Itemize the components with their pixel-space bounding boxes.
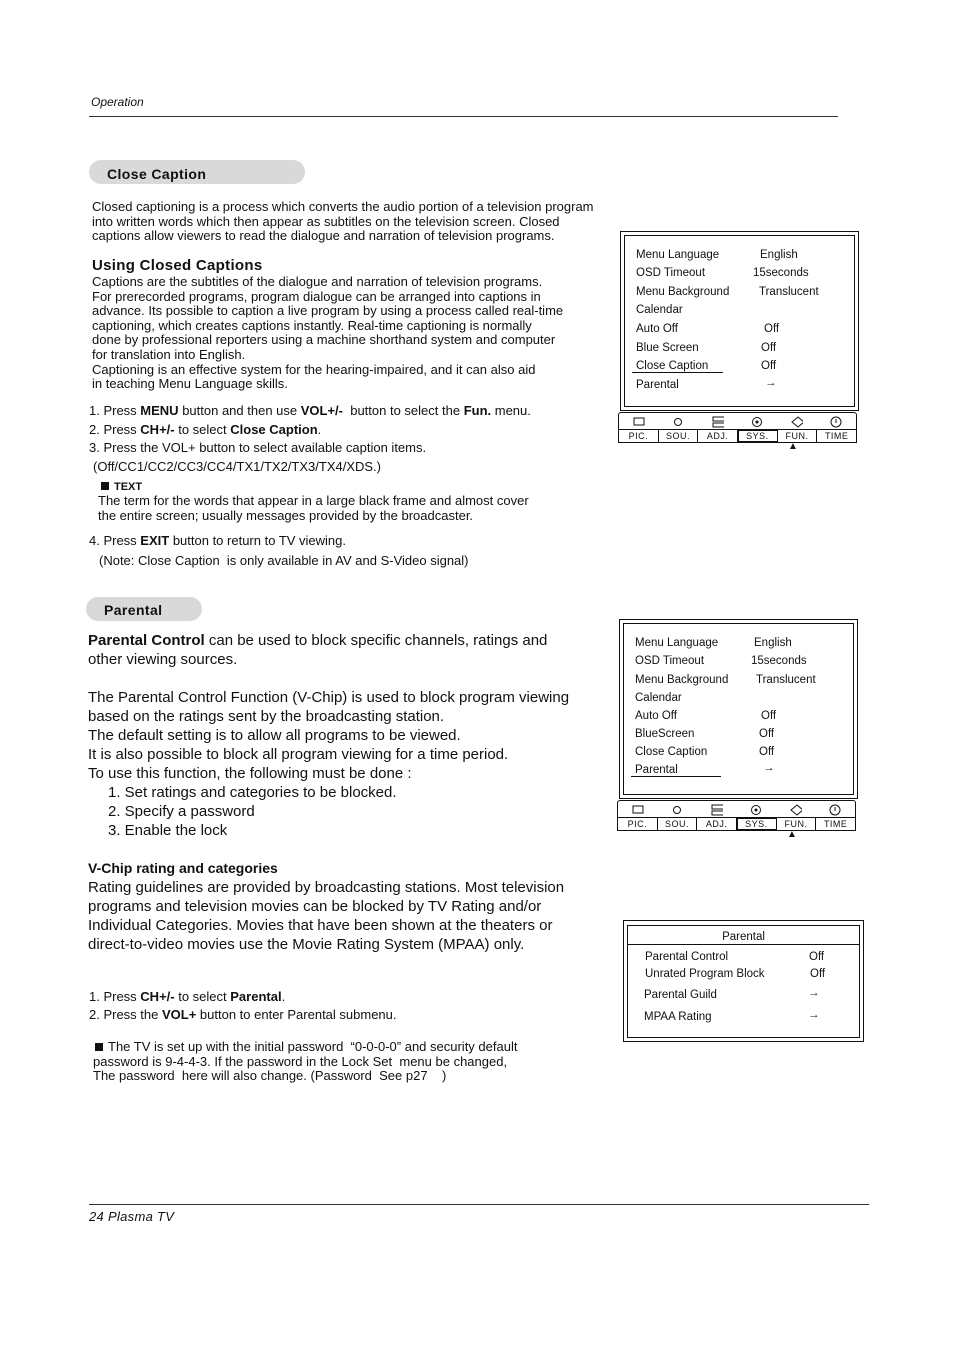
menu-item-value: Off bbox=[761, 360, 777, 372]
menu-item-label: OSD Timeout bbox=[635, 655, 705, 667]
menu-item-value: Translucent bbox=[756, 674, 816, 686]
password-note: The TV is set up with the initial password “0-0-0-0” and security default password is 9-4-4-3. If the password in the Lock Set menu be changed, The password here will also change. (Password See p27 ) bbox=[93, 1039, 518, 1084]
menu-item-value: Off bbox=[764, 323, 780, 335]
parental-step-1: 1. Press CH+/- to select Parental. bbox=[89, 989, 286, 1004]
tab-adj[interactable]: ADJ. bbox=[697, 818, 737, 830]
osd-parental-submenu bbox=[623, 920, 864, 1042]
close-caption-heading: Close Caption bbox=[89, 160, 305, 184]
picture-icon bbox=[633, 416, 645, 428]
function-icon bbox=[791, 416, 803, 428]
sound-icon bbox=[671, 804, 683, 816]
menu-item-label: Calendar bbox=[636, 304, 683, 316]
system-icon bbox=[751, 416, 763, 428]
menu-item-label: Parental Guild bbox=[644, 989, 717, 1001]
menu-item-label-selected: Parental bbox=[631, 764, 721, 777]
tab-sys[interactable]: SYS. bbox=[738, 430, 778, 442]
body-line: for translation into English. bbox=[92, 346, 246, 362]
tab-adj[interactable]: ADJ. bbox=[698, 430, 738, 442]
arrow-right-icon: → bbox=[808, 987, 820, 999]
list-item: 2. Specify a password bbox=[108, 803, 255, 820]
menu-item-value: Off bbox=[759, 728, 775, 740]
cc-step-1: 1. Press MENU button and then use VOL+/- button to select the Fun. menu. bbox=[89, 403, 531, 418]
tab-sou[interactable]: SOU. bbox=[658, 818, 698, 830]
header-rule bbox=[89, 116, 838, 117]
tab-time[interactable]: TIME bbox=[823, 819, 848, 829]
submenu-title: Parental bbox=[627, 925, 860, 945]
parental-description: The Parental Control Function (V-Chip) is used to block program viewing based on the ratings sent by the broadcasting station. The default setting is to allow all programs to be viewed. It is also possible to block all program viewing for a time period. To use this function, the following must be done : bbox=[88, 689, 570, 782]
menu-item-label: Auto Off bbox=[635, 710, 677, 722]
menu-item-value: 15seconds bbox=[753, 267, 809, 279]
using-captions-title: Using Closed Captions bbox=[92, 257, 263, 274]
menu-item-label: Menu Language bbox=[635, 637, 719, 649]
menu-item-value: Off bbox=[759, 746, 775, 758]
cc-step-4: 4. Press EXIT button to return to TV viewing. bbox=[89, 533, 347, 548]
menu-item-label: Parental bbox=[636, 379, 679, 391]
using-captions-body bbox=[92, 275, 563, 392]
intro-line: captions allow viewers to read the dialogue and narration of television programs. bbox=[92, 228, 555, 244]
parental-steps-list bbox=[108, 783, 397, 840]
menu-item-label: Menu Language bbox=[636, 249, 720, 261]
menu-item-label: Auto Off bbox=[636, 323, 678, 335]
menu-item-value: Off bbox=[761, 710, 777, 722]
tab-pic[interactable]: PIC. bbox=[618, 818, 658, 830]
menu-item-label: MPAA Rating bbox=[644, 1011, 712, 1023]
osd-menu-parental bbox=[619, 619, 858, 799]
menu-item-label: Unrated Program Block bbox=[645, 968, 765, 980]
bullet-square-icon bbox=[101, 482, 109, 490]
menu-item-label: Calendar bbox=[635, 692, 682, 704]
adjust-icon bbox=[712, 416, 724, 428]
vchip-title: V-Chip rating and categories bbox=[88, 860, 278, 876]
cc-note: (Note: Close Caption is only available in AV and S-Video signal) bbox=[99, 553, 469, 568]
pointer-up-icon: ▲ bbox=[788, 441, 798, 452]
tab-pic[interactable]: PIC. bbox=[619, 430, 659, 442]
list-item: 3. Enable the lock bbox=[108, 822, 228, 839]
tab-sou[interactable]: SOU. bbox=[659, 430, 699, 442]
menu-item-label: Menu Background bbox=[635, 674, 729, 686]
menu-item-label: OSD Timeout bbox=[636, 267, 706, 279]
menu-item-label: BlueScreen bbox=[635, 728, 695, 740]
arrow-right-icon: → bbox=[808, 1009, 820, 1021]
time-icon bbox=[830, 416, 842, 428]
bullet-square-icon bbox=[95, 1043, 103, 1051]
body-line: in teaching Menu Language skills. bbox=[92, 376, 288, 392]
body-line: Captioning is an effective system for the hearing-impaired, and it can also aid bbox=[92, 361, 536, 377]
function-icon bbox=[790, 804, 802, 816]
body-line: For prerecorded programs, program dialogue can be arranged into captions in bbox=[92, 288, 541, 304]
vchip-body: Rating guidelines are provided by broadcasting stations. Most television programs and television movies can be blocked by TV Rating and/or Individual Categories. Movies that have been shown at the theaters or direct-to-video movies use the Movie Rating System (MPAA) only. bbox=[88, 879, 565, 953]
tab-sys[interactable]: SYS. bbox=[737, 818, 777, 830]
parental-heading: Parental bbox=[86, 597, 202, 621]
body-line: advance. Its possible to caption a live program by using a process called real-time bbox=[92, 303, 564, 319]
sound-icon bbox=[672, 416, 684, 428]
menu-item-label: Close Caption bbox=[635, 746, 708, 758]
menu-item-value: Translucent bbox=[759, 286, 819, 298]
cc-step-3-options: (Off/CC1/CC2/CC3/CC4/TX1/TX2/TX3/TX4/XDS.) bbox=[93, 459, 381, 474]
osd-menu-tabs bbox=[617, 800, 856, 834]
arrow-right-icon: → bbox=[765, 377, 777, 389]
close-caption-intro bbox=[92, 200, 594, 244]
tab-fun[interactable]: FUN. bbox=[777, 818, 817, 830]
cc-step-2: 2. Press CH+/- to select Close Caption. bbox=[89, 422, 322, 437]
menu-item-value: English bbox=[754, 637, 792, 649]
list-item: 1. Set ratings and categories to be blocked. bbox=[108, 784, 397, 801]
time-icon bbox=[829, 804, 841, 816]
arrow-right-icon: → bbox=[763, 762, 775, 774]
body-line: done by professional reporters using a machine shorthand system and computer bbox=[92, 332, 556, 348]
menu-item-label: Blue Screen bbox=[636, 342, 699, 354]
intro-line: into written words which then appear as subtitles on the television screen. Closed bbox=[92, 213, 560, 229]
body-line: Captions are the subtitles of the dialogue and narration of television programs. bbox=[92, 274, 543, 289]
osd-menu-tabs bbox=[618, 412, 857, 446]
menu-item-value: Off bbox=[761, 342, 777, 354]
tab-time[interactable]: TIME bbox=[824, 431, 849, 441]
menu-item-value: Off bbox=[809, 951, 825, 963]
tab-fun[interactable]: FUN. bbox=[778, 430, 818, 442]
section-header: Operation bbox=[91, 95, 144, 109]
osd-menu-close-caption bbox=[620, 231, 859, 411]
pointer-up-icon: ▲ bbox=[787, 829, 797, 840]
body-line: captioning, which creates captions instantly. Real-time captioning is normally bbox=[92, 317, 532, 333]
menu-item-value: Off bbox=[810, 968, 826, 980]
menu-item-value: 15seconds bbox=[751, 655, 807, 667]
text-label: TEXT bbox=[101, 481, 142, 493]
parental-lead: Parental Control can be used to block specific channels, ratings and other viewing sources. bbox=[88, 632, 548, 668]
footer-rule bbox=[89, 1204, 869, 1205]
menu-item-label: Menu Background bbox=[636, 286, 730, 298]
parental-step-2: 2. Press the VOL+ button to enter Parental submenu. bbox=[89, 1007, 397, 1022]
intro-line: Closed captioning is a process which converts the audio portion of a television program bbox=[92, 199, 594, 214]
picture-icon bbox=[632, 804, 644, 816]
cc-step-3: 3. Press the VOL+ button to select available caption items. bbox=[89, 440, 427, 455]
menu-item-label-selected: Close Caption bbox=[632, 360, 723, 373]
adjust-icon bbox=[711, 804, 723, 816]
menu-item-value: English bbox=[760, 249, 798, 261]
text-description: The term for the words that appear in a large black frame and almost cover the entire screen; usually messages provided by the broadcaster. bbox=[98, 493, 529, 523]
system-icon bbox=[750, 804, 762, 816]
page-number: 24 Plasma TV bbox=[89, 1209, 175, 1224]
menu-item-label: Parental Control bbox=[645, 951, 729, 963]
